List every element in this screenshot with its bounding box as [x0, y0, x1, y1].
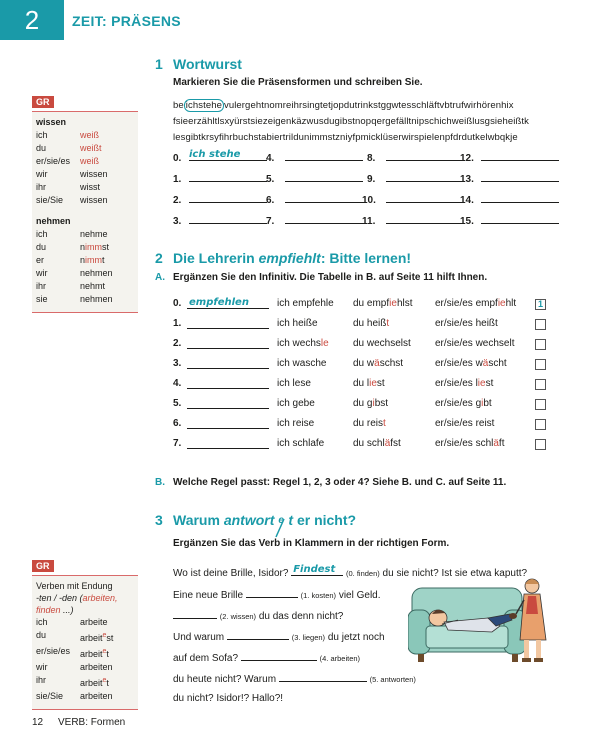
pronoun: er [36, 255, 45, 265]
pronoun: ich [36, 130, 48, 140]
grammar-heading-wissen: wissen [36, 117, 67, 127]
exercise-2-title: 2 Die Lehrerin empfiehlt: Bitte lernen! [155, 250, 412, 266]
verb-form: arbeit$^e$st [80, 632, 114, 643]
pronoun: wir [36, 662, 48, 672]
verb-row: 3. ich wasche du wäschst er/sie/es wäscht [173, 358, 553, 372]
answer-field[interactable] [246, 588, 298, 598]
answer-field[interactable] [241, 651, 317, 661]
verb-form: nehmen [80, 268, 113, 278]
answer-field[interactable]: 1. [173, 171, 267, 185]
verb-form: nehme [80, 229, 108, 239]
chapter-number: 2 [0, 0, 64, 40]
rule-checkbox[interactable]: 1 [535, 299, 546, 310]
verb-form: weißt [80, 143, 102, 153]
grammar-tag: GR [32, 560, 54, 572]
answer-field[interactable]: 6. [266, 192, 363, 206]
verb-form: arbeit$^e$t [80, 677, 109, 688]
exercise-1-title: 1 Wortwurst [155, 56, 242, 72]
infinitive-field[interactable] [187, 358, 269, 369]
pronoun: er/sie/es [36, 646, 71, 656]
infinitive-field[interactable] [187, 338, 269, 349]
pronoun: du [36, 242, 47, 252]
answer-field[interactable] [173, 609, 217, 619]
infinitive-field[interactable] [187, 318, 269, 329]
pronoun: wir [36, 268, 48, 278]
verb-form: arbeite [80, 617, 108, 627]
marked-word: ichstehe [185, 100, 222, 111]
answer-field[interactable]: 13. [460, 171, 559, 185]
answer-field[interactable] [279, 672, 367, 682]
exercise-3-line: Und warum (3. liegen) du jetzt noch [173, 632, 385, 643]
infinitive-field[interactable] [187, 418, 269, 429]
verb-row: 1. ich heiße du heißt er/sie/es heißt [173, 318, 553, 332]
answer-field[interactable]: 5. [266, 171, 363, 185]
pronoun: ihr [36, 281, 47, 291]
grammar-note: finden ...) [36, 605, 74, 615]
verb-row: 5. ich gebe du gibst er/sie/es gibt [173, 398, 553, 412]
answer-field[interactable]: 11. [362, 213, 464, 227]
grammar-tag: GR [32, 96, 54, 108]
verb-row: 0. empfehlen ich empfehle du empfiehlst er/sie/es empfiehlt 1 [173, 298, 553, 312]
answer-field[interactable]: 3. [173, 213, 267, 227]
pronoun: ich [36, 617, 48, 627]
rule-checkbox[interactable] [535, 339, 546, 350]
exercise-2a-instruction: A. Ergänzen Sie den Infinitiv. Die Tabelle in B. auf Seite 11 hilft Ihnen. [155, 272, 488, 283]
verb-row: 2. ich wechsle du wechselst er/sie/es wechselt [173, 338, 553, 352]
verb-form: arbeit$^e$t [80, 648, 109, 659]
verb-form: nimmst [80, 242, 110, 252]
exercise-3-instruction: Ergänzen Sie das Verb in Klammern in der richtigen Form. [173, 538, 450, 549]
infinitive-field[interactable] [187, 398, 269, 409]
verb-form: weiß [80, 130, 100, 140]
exercise-2b-instruction: B. Welche Regel passt: Regel 1, 2, 3 oder 4? Siehe B. und C. auf Seite 11. [155, 477, 507, 488]
rule-checkbox[interactable] [535, 319, 546, 330]
verb-form: arbeiten [80, 691, 113, 701]
verb-row: 7. ich schlafe du schläfst er/sie/es schläft [173, 438, 553, 452]
pronoun: er/sie/es [36, 156, 71, 166]
rule-checkbox[interactable] [535, 419, 546, 430]
verb-form: wissen [80, 195, 108, 205]
infinitive-field[interactable] [187, 378, 269, 389]
infinitive-field[interactable] [187, 438, 269, 449]
exercise-3-title: 3 Warum antwort e t er nicht? [155, 512, 356, 528]
pronoun: sie/Sie [36, 195, 64, 205]
pronoun: sie/Sie [36, 691, 64, 701]
answer-field[interactable]: 7. [266, 213, 363, 227]
exercise-1-instruction: Markieren Sie die Präsensformen und schreiben Sie. [173, 77, 423, 88]
answer-field[interactable]: 8. [367, 150, 464, 164]
grammar-box-wissen-nehmen [32, 92, 138, 313]
word-snake[interactable]: be ichstehe vulergehtnomreihrsingtetjopdutrinkstggwtesschläftvbtrufwirhörenhix fsieerzähltlsxyürstsiezeigenkäzwusdugibstnopqergefälltnipschichweißlusgsieheißtk lesgibtkrsyfihrbuchstabiertrildunimmstzniyfpmicklüserwirspielenpfdrdutkelwbqkje [173, 100, 529, 143]
rule-checkbox[interactable] [535, 359, 546, 370]
verb-row: 6. ich reise du reist er/sie/es reist [173, 418, 553, 432]
answer-field[interactable]: Findest [291, 566, 343, 576]
answer-field[interactable]: 4. [266, 150, 363, 164]
pronoun: ihr [36, 675, 47, 685]
verb-form: nimmt [80, 255, 105, 265]
rule-checkbox[interactable] [535, 399, 546, 410]
pronoun: sie [36, 294, 48, 304]
sofa-illustration [408, 574, 554, 666]
verb-form: nehmen [80, 294, 113, 304]
footer-label: VERB: Formen [58, 717, 126, 728]
exercise-3-line: Eine neue Brille (1. kosten) viel Geld. [173, 590, 381, 601]
pronoun: du [36, 143, 47, 153]
exercise-3-line: auf dem Sofa? (4. arbeiten) [173, 653, 361, 664]
grammar-note: -ten / -den (arbeiten, [36, 593, 118, 603]
answer-field[interactable]: 12. [460, 150, 559, 164]
exercise-3-line: (2. wissen) du das denn nicht? [173, 609, 343, 622]
pronoun: wir [36, 169, 48, 179]
exercise-3-line: du heute nicht? Warum (5. antworten) [173, 674, 416, 685]
grammar-heading-nehmen: nehmen [36, 216, 71, 226]
pronoun: ihr [36, 182, 47, 192]
answer-field[interactable]: 2. [173, 192, 267, 206]
answer-field[interactable]: 15. [460, 213, 559, 227]
verb-row: 4. ich lese du liest er/sie/es liest [173, 378, 553, 392]
page-footer [32, 717, 125, 728]
verb-form: wissen [80, 169, 108, 179]
verb-form: weiß [80, 156, 100, 166]
rule-checkbox[interactable] [535, 439, 546, 450]
verb-form: wisst [80, 182, 100, 192]
verb-form: arbeiten [80, 662, 113, 672]
verb-form: nehmt [80, 281, 106, 291]
answer-field[interactable]: 10. [362, 192, 464, 206]
answer-field[interactable]: 14. [460, 192, 559, 206]
exercise-3-line: du nicht? Isidor!? Hallo?! [173, 693, 284, 704]
answer-field[interactable]: 9. [367, 171, 464, 185]
grammar-box-ten-den [32, 556, 138, 710]
pronoun: ich [36, 229, 48, 239]
answer-field[interactable]: 0. ich stehe [173, 150, 267, 164]
page-number: 12 [32, 717, 44, 728]
rule-checkbox[interactable] [535, 379, 546, 390]
exercise-3-line: Wo ist deine Brille, Isidor? Findest (0. finden) du sie nicht? Ist sie etwa kaputt? [173, 564, 528, 579]
answer-field[interactable] [227, 630, 289, 640]
chapter-title: ZEIT: PRÄSENS [72, 13, 181, 29]
pronoun: du [36, 630, 47, 640]
grammar-note: Verben mit Endung [36, 581, 113, 591]
infinitive-field[interactable]: empfehlen [187, 298, 269, 309]
